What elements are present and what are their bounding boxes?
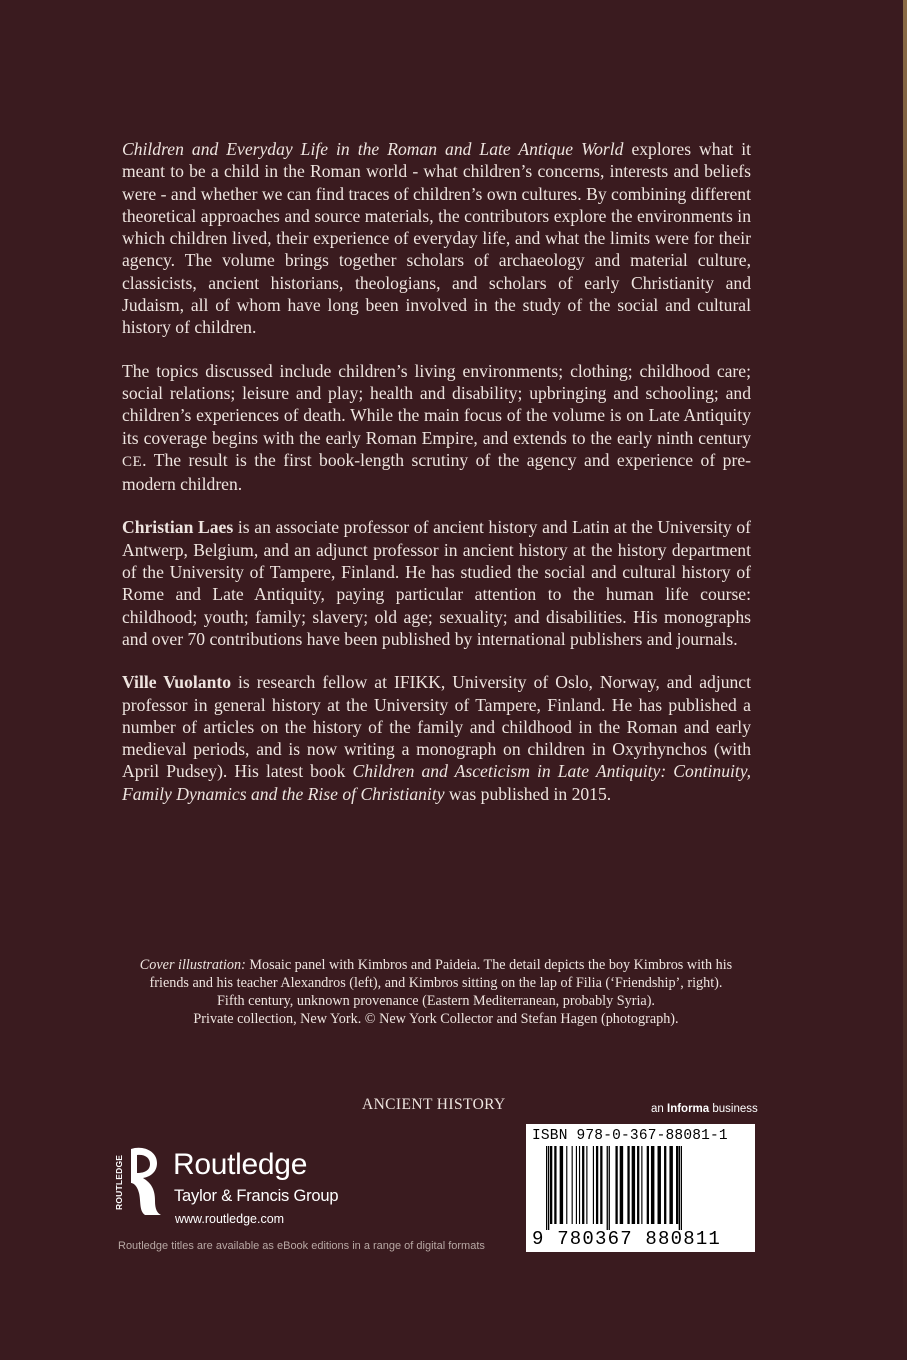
description-text: explores what it meant to be a child in the Roman world - what children’s concerns, interests and beliefs were - and whether we can find traces of children’s own cultures. By combining different theoretical approaches and source materials, the contributors explore the environments in which children lived, their experience of everyday life, and what the limits were for their agency. The volume brings together scholars of archaeology and material culture, classicists, ancient historians, theologians, and scholars of early Christianity and Judaism, all of whom have long been involved in the study of the social and cultural history of children. [122, 139, 751, 338]
ebook-note: Routledge titles are available as eBook editions in a range of digital formats [118, 1240, 485, 1252]
book-title: Children and Everyday Life in the Roman and Late Antique World [122, 139, 624, 159]
caption-text: friends and his teacher Alexandros (left), and Kimbros sitting on the lap of Filia (‘Friendship’, right). [149, 975, 723, 991]
description-text: The topics discussed include children’s living environments; clothing; childhood care; social relations; leisure and play; health and disability; upbringing and schooling; and children’s experiences of death. While the main focus of the volume is on Late Antiquity its coverage begins with the early Roman Empire, and extends to the early ninth century [122, 360, 751, 448]
barcode-bar [560, 1146, 563, 1224]
informa-suffix: business [709, 1103, 758, 1115]
author-bio-2 [122, 671, 751, 805]
barcode-guard-bar [548, 1146, 549, 1230]
barcode-bar [615, 1146, 617, 1224]
barcode-bar [582, 1146, 584, 1224]
barcode-bar [554, 1146, 556, 1224]
barcode-bar [658, 1146, 661, 1224]
barcode-bar [586, 1146, 587, 1224]
barcode-bar [596, 1146, 598, 1224]
publisher-group: Taylor & Francis Group [174, 1187, 339, 1205]
barcode-bar [593, 1146, 594, 1224]
author-bio-text: is an associate professor of ancient history and Latin at the University of Antwerp, Belgium, and an adjunct professor in ancient history at the history department of the University of Tampere, Finland. He has studied the social and cultural history of Rome and Late Antiquity, paying particular attention to the human life course: childhood; youth; family; slavery; old age; sexuality; and disabilities. His monographs and over 70 contributions have been published by international publishers and journals. [122, 517, 751, 649]
isbn-label: ISBN 978-0-367-88081-1 [532, 1128, 728, 1144]
barcode-bar [627, 1146, 629, 1224]
publisher-url: www.routledge.com [175, 1212, 285, 1226]
informa-prefix: an [651, 1103, 667, 1115]
barcode-bar [579, 1146, 580, 1224]
isbn-barcode [526, 1124, 755, 1252]
description-paragraph-1 [122, 138, 751, 339]
barcode-bar [566, 1146, 567, 1224]
author-name: Ville Vuolanto [122, 672, 232, 693]
description-paragraph-2 [122, 360, 751, 496]
subject-category: ANCIENT HISTORY [362, 1096, 506, 1113]
barcode-guard-bar [607, 1146, 608, 1230]
barcode-bar [620, 1146, 623, 1224]
barcode-bars [532, 1146, 749, 1230]
author-bio-text: was published in 2015. [444, 783, 612, 804]
barcode-guard-bar [679, 1146, 680, 1230]
barcode-bar [637, 1146, 639, 1224]
barcode-bar [651, 1146, 654, 1224]
caption-text: Mosaic panel with Kimbros and Paideia. The detail depicts the boy Kimbros with his [245, 957, 733, 973]
barcode-bar [576, 1146, 577, 1224]
publisher-name: Routledge [173, 1148, 308, 1181]
cover-edge-strip [903, 0, 907, 1360]
barcode-guard-bar [546, 1146, 547, 1230]
informa-brand: Informa [667, 1103, 710, 1115]
barcode-bar [632, 1146, 635, 1224]
barcode-bar [647, 1146, 649, 1224]
routledge-logo-text: ROUTLEDGE [114, 1154, 124, 1211]
caption-text: Private collection, New York. © New York Collector and Stefan Hagen (photograph). [193, 1011, 679, 1027]
caption-label: Cover illustration: [139, 957, 246, 973]
barcode-bar [664, 1146, 666, 1224]
barcode-guard-bar [609, 1146, 610, 1230]
barcode-bar [572, 1146, 573, 1224]
era-label: CE [122, 453, 143, 470]
barcode-bar [669, 1146, 672, 1224]
cited-book-title: Children and Asceticism in Late Antiquity: Continuity, Family Dynamics and the Rise of Christianity [122, 761, 751, 804]
barcode-bar [550, 1146, 552, 1224]
barcode-bar [600, 1146, 602, 1224]
barcode-bar [676, 1146, 678, 1224]
cover-illustration-caption [118, 956, 754, 1028]
author-bio-text: is research fellow at IFIKK, University of Oslo, Norway, and adjunct professor in general history at the University of Tampere, Finland. He has published a number of articles on the history of the family and childhood in the Roman and early medieval periods, and is now writing a monograph on children in Oxyrhynchos (with April Pudsey). His latest book [122, 672, 752, 782]
author-bio-1 [122, 516, 751, 650]
isbn-digits: 9 780367 880811 [532, 1228, 722, 1250]
back-cover-text [122, 138, 751, 826]
description-text: . The result is the first book-length scrutiny of the agency and experience of pre-modern children. [122, 449, 751, 495]
informa-business-tag [651, 1103, 758, 1115]
barcode-bar [641, 1146, 642, 1224]
barcode-guard-bar [681, 1146, 682, 1230]
caption-text: Fifth century, unknown provenance (Eastern Mediterranean, probably Syria). [217, 993, 655, 1009]
author-name: Christian Laes [122, 517, 234, 538]
